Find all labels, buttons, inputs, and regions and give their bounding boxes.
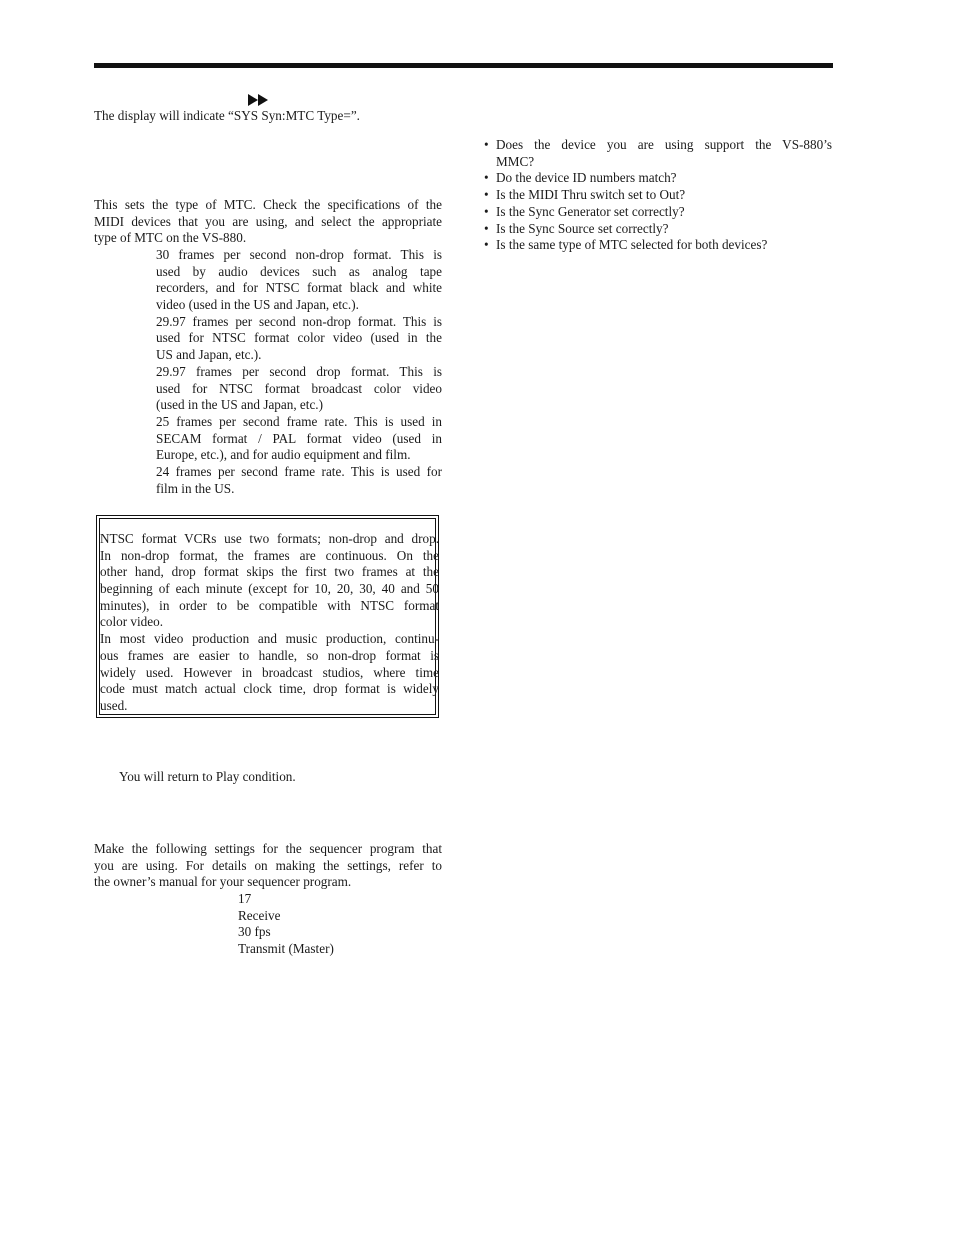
mtc-type-29-97-drop <box>156 364 442 414</box>
sequencer-setting-value: Transmit (Master) <box>238 941 334 957</box>
checklist-item <box>484 221 832 238</box>
mtc-type-line: film in the US. <box>156 480 235 496</box>
checklist-item <box>484 204 832 221</box>
mtc-type-line: (used in the US and Japan, etc.) <box>156 397 323 413</box>
mtc-type-line: 29.97 frames per second drop format. This is <box>156 363 442 379</box>
checklist-item <box>484 137 832 170</box>
note-line: minutes), in order to be compatible with NTSC format <box>100 597 439 613</box>
mtc-type-line: US and Japan, etc.). <box>156 347 262 363</box>
checklist-item <box>484 237 832 254</box>
note-line: used. <box>100 697 128 713</box>
sequencer-intro-line: you are using. For details on making the settings, refer to <box>94 857 442 873</box>
checklist-line: • Is the MIDI Thru switch set to Out? <box>496 187 686 203</box>
note-line: widely used. However in broadcast studios, where time <box>100 664 439 680</box>
note-line: In non-drop format, the frames are continuous. On the <box>100 547 439 563</box>
mtc-type-line: 29.97 frames per second non-drop format. This is <box>156 313 442 329</box>
sequencer-intro-line: Make the following settings for the sequencer program that <box>94 841 442 856</box>
note-line: other hand, drop format skips the first two frames at the <box>100 564 439 580</box>
sequencer-setting-value: 17 <box>238 891 252 906</box>
sequencer-intro-line: the owner’s manual for your sequencer program. <box>94 874 352 890</box>
ntsc-note-text <box>100 531 439 715</box>
checklist-line: • Is the Sync Source set correctly? <box>496 220 669 236</box>
mtc-type-line: used for NTSC format broadcast color video <box>156 380 442 396</box>
sequencer-intro <box>94 841 442 891</box>
return-text: You will return to Play condition. <box>119 769 296 784</box>
mtc-type-line: recorders, and for NTSC format black and white <box>156 280 442 296</box>
note-line: ous frames are easier to handle, so non-drop format is <box>100 647 439 663</box>
mtc-type-line: used by audio devices such as analog tape <box>156 263 442 279</box>
fast-forward-icon <box>248 94 270 106</box>
mtc-type-line: SECAM format / PAL format video (used in <box>156 430 442 446</box>
troubleshooting-checklist <box>484 137 832 254</box>
mtc-type-line: 25 frames per second frame rate. This is used in <box>156 413 442 429</box>
mtc-type-24 <box>156 464 442 497</box>
checklist-line: • Do the device ID numbers match? <box>496 170 677 186</box>
mtc-type-list <box>156 247 442 497</box>
note-line: In most video production and music production, continu- <box>100 631 439 647</box>
checklist-line: • Is the Sync Generator set correctly? <box>496 203 685 219</box>
mtc-type-line: 24 frames per second frame rate. This is used for <box>156 464 442 479</box>
checklist-item <box>484 170 832 187</box>
checklist-line: MMC? <box>496 153 535 169</box>
mtc-description-line: This sets the type of MTC. Check the specifications of the <box>94 197 442 212</box>
header-rule <box>94 63 833 68</box>
mtc-type-29-97-non-drop <box>156 314 442 364</box>
note-line: NTSC format VCRs use two formats; non-drop and drop. <box>100 531 439 546</box>
sequencer-setting-value: 30 fps <box>238 924 271 940</box>
mtc-description-line: MIDI devices that you are using, and select the appropriate <box>94 213 442 229</box>
step-intro: The display will indicate “SYS Syn:MTC Type=”. <box>94 108 360 123</box>
mtc-type-30 <box>156 247 442 314</box>
note-line: color video. <box>100 614 163 630</box>
checklist-line: • Does the device you are using support the VS-880’s <box>496 137 832 152</box>
mtc-description <box>94 197 442 247</box>
ntsc-note-box <box>96 515 439 718</box>
note-line: beginning of each minute (except for 10, 20, 30, 40 and 50 <box>100 581 439 597</box>
sequencer-setting-value: Receive <box>238 907 281 923</box>
mtc-type-25 <box>156 414 442 464</box>
checklist-line: • Is the same type of MTC selected for both devices? <box>496 237 768 253</box>
mtc-type-line: Europe, etc.), and for audio equipment and film. <box>156 447 411 463</box>
note-line: code must match actual clock time, drop format is widely <box>100 681 439 697</box>
mtc-description-line: type of MTC on the VS-880. <box>94 230 247 246</box>
mtc-type-line: video (used in the US and Japan, etc.). <box>156 297 359 313</box>
checklist-item <box>484 187 832 204</box>
sequencer-settings <box>238 891 334 958</box>
mtc-type-line: used for NTSC format color video (used in the <box>156 330 442 346</box>
mtc-type-line: 30 frames per second non-drop format. This is <box>156 247 442 262</box>
